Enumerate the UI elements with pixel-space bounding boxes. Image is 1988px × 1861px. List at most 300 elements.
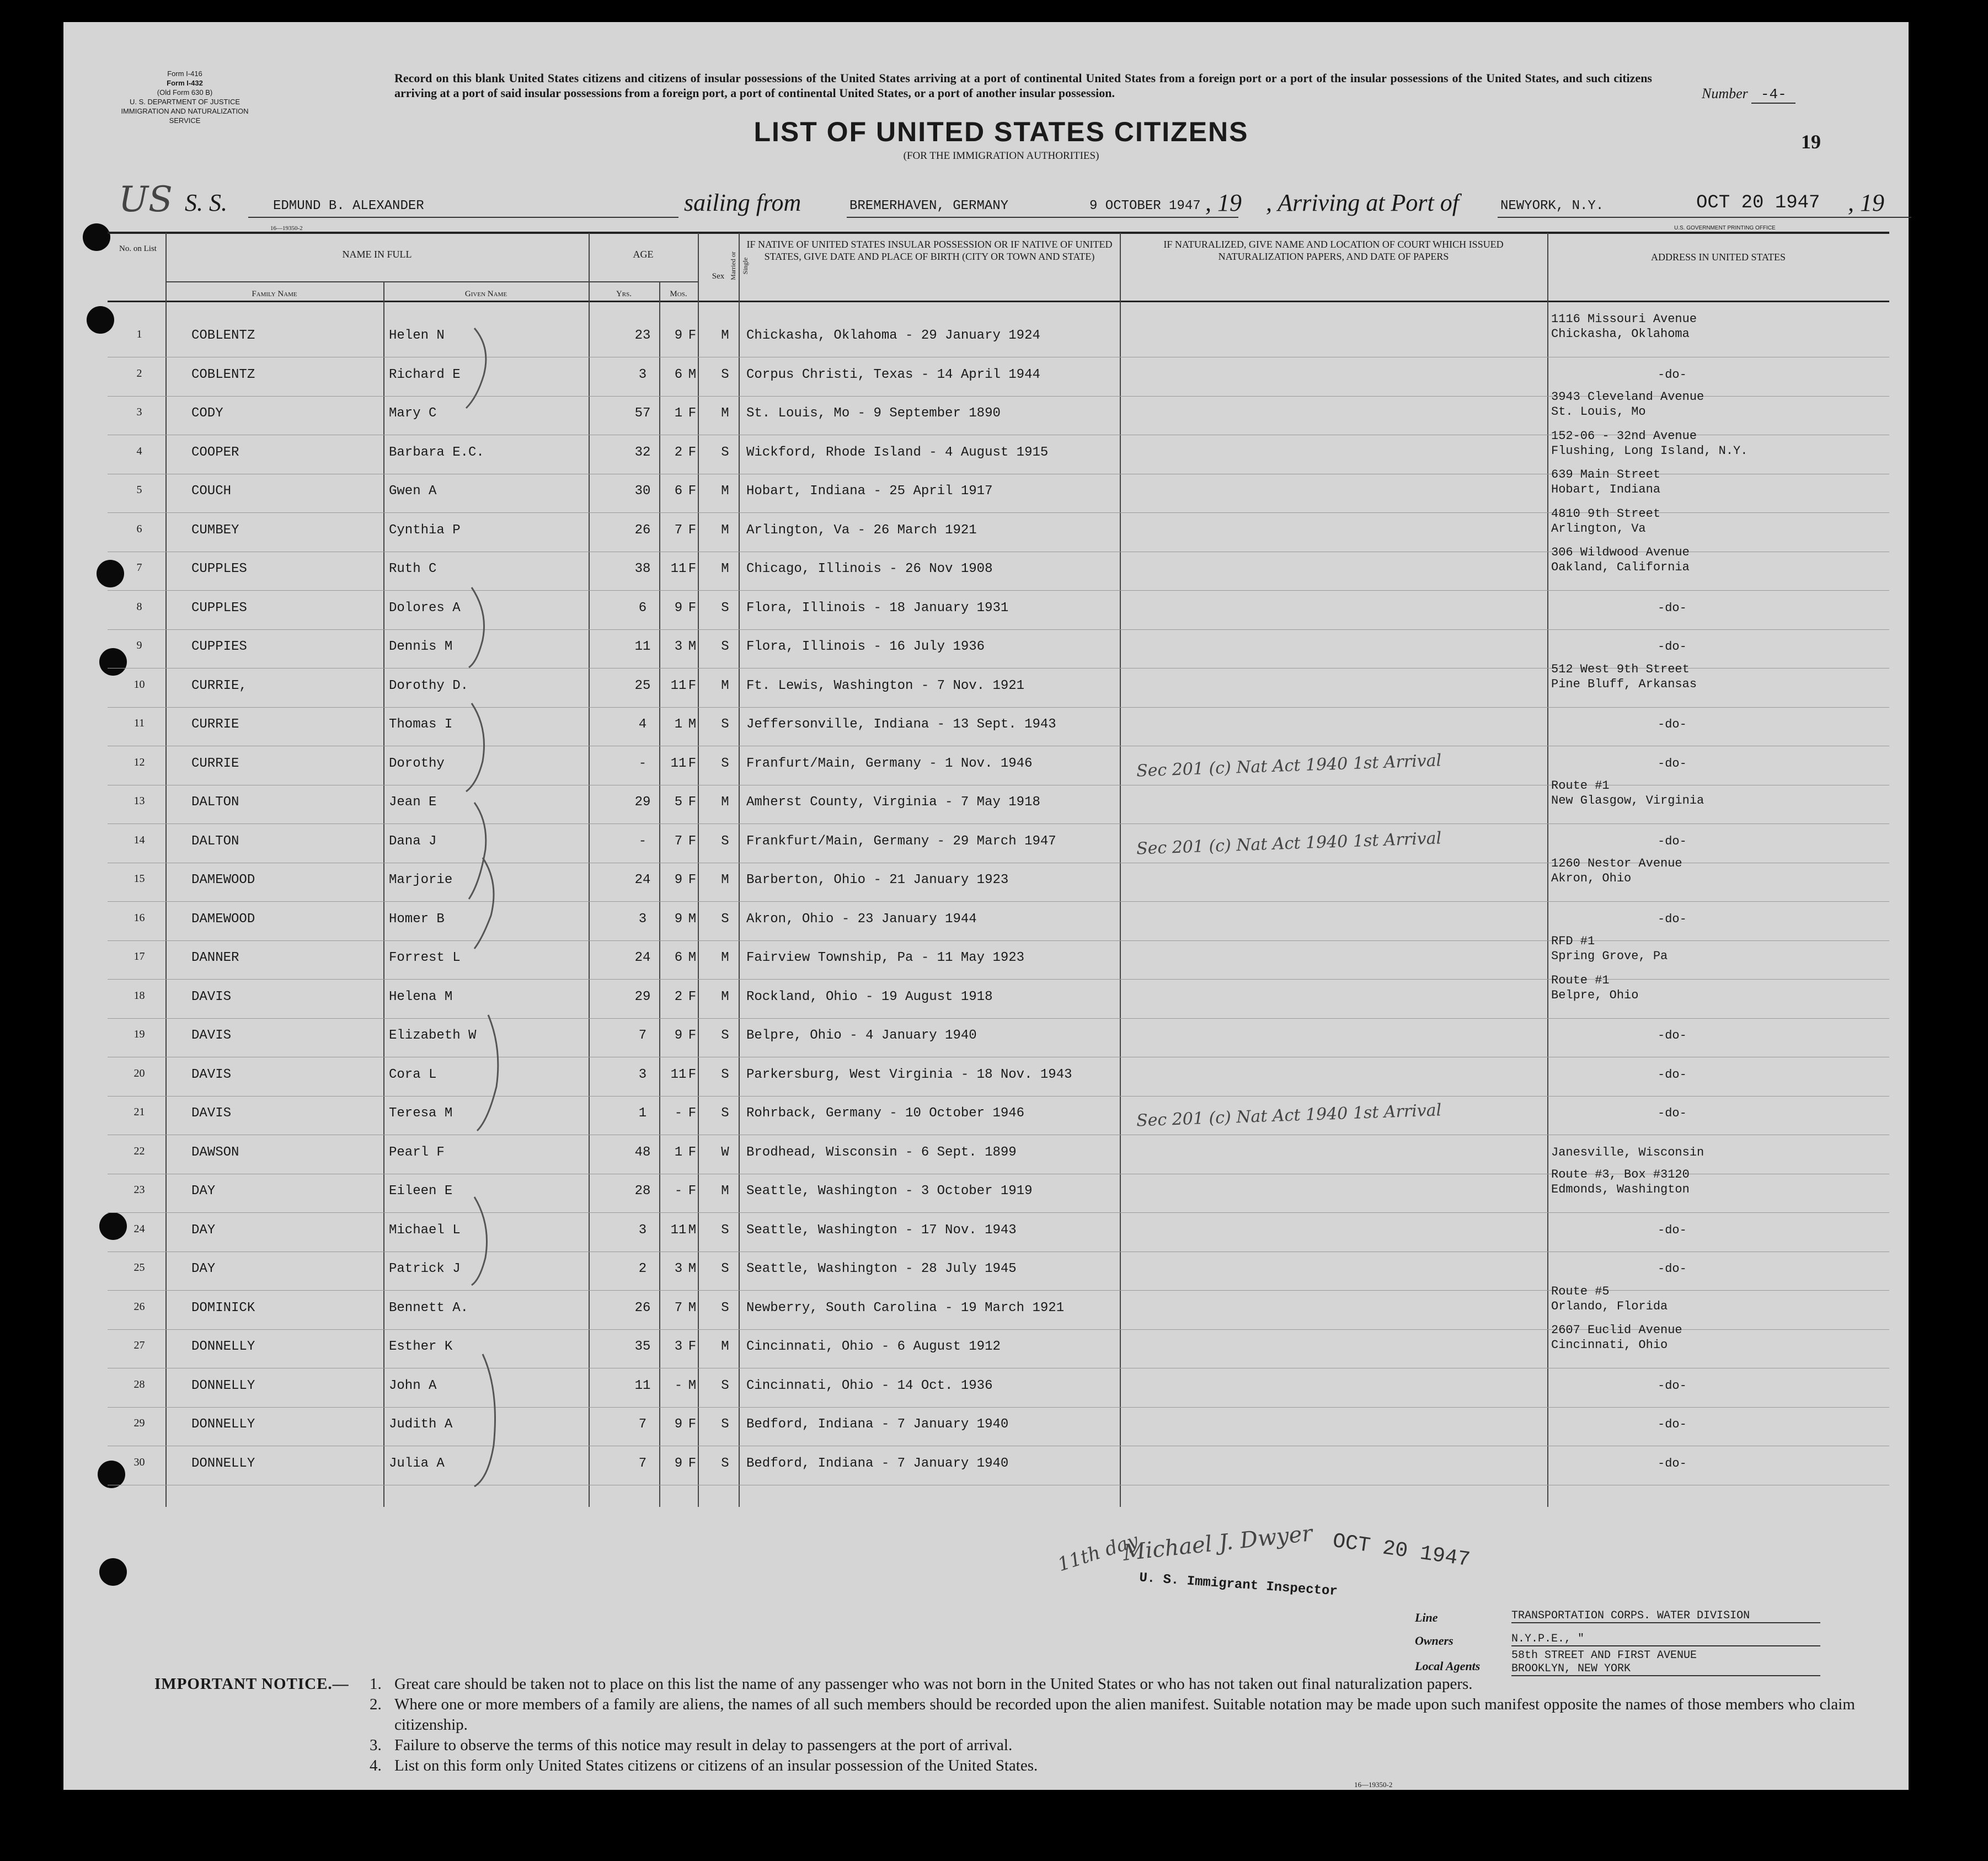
address-line: 2607 Euclid Avenue [1551, 1323, 1682, 1337]
cell-yrs: 29 [634, 795, 651, 810]
address-line: 1260 Nestor Avenue [1551, 857, 1682, 870]
cell-family: DONNELLY [191, 1456, 255, 1471]
cell-ms: S [721, 1300, 729, 1315]
cell-sex: M [688, 639, 697, 654]
cell-given: Dolores A [389, 600, 461, 616]
address-line: 306 Wildwood Avenue [1551, 546, 1690, 559]
cell-mos: 3 [674, 1339, 683, 1354]
cell-family: CUPPLES [191, 561, 247, 576]
cell-no: 14 [133, 833, 145, 846]
cell-given: Richard E [389, 367, 461, 382]
cell-no: 28 [133, 1378, 145, 1391]
cell-birth: Bedford, Indiana - 7 January 1940 [746, 1417, 1009, 1432]
cell-no: 29 [133, 1417, 145, 1429]
address-line: -do- [1658, 601, 1687, 615]
cell-ms: S [721, 1261, 729, 1276]
cell-family: DAY [191, 1222, 216, 1238]
cell-given: Dorothy D. [389, 678, 469, 693]
cell-given: Helena M [389, 989, 453, 1004]
form-id-line: U. S. DEPARTMENT OF JUSTICE [129, 98, 241, 106]
cell-yrs: 57 [634, 406, 651, 421]
cell-yrs: 30 [634, 484, 651, 499]
cell-given: Michael L [389, 1222, 461, 1238]
cell-sex: F [688, 1184, 697, 1199]
cell-yrs: 4 [638, 717, 647, 732]
cell-family: DAY [191, 1184, 216, 1199]
cell-yrs: 7 [638, 1456, 647, 1471]
form-id-line: Form I-416 [167, 69, 202, 78]
cell-birth: Fairview Township, Pa - 11 May 1923 [746, 950, 1025, 965]
address-line: Cincinnati, Ohio [1551, 1338, 1668, 1352]
cell-ms: S [721, 1028, 729, 1043]
punch-hole [99, 1558, 127, 1586]
address-line: -do- [1658, 1378, 1687, 1393]
cell-ms: S [721, 1067, 729, 1082]
us-handwritten-mark: US [119, 179, 173, 220]
notice-item: 3. Failure to observe the terms of this notice may result in delay to passengers at the port of arrival. [370, 1736, 1013, 1754]
address-line: St. Louis, Mo [1551, 405, 1646, 419]
cell-yrs: 3 [638, 1222, 647, 1238]
cell-birth: Belpre, Ohio - 4 January 1940 [746, 1028, 977, 1043]
cell-mos: 2 [674, 989, 683, 1004]
cell-mos: 11 [670, 561, 687, 576]
cell-mos: 6 [674, 950, 683, 965]
cell-ms: S [721, 600, 729, 616]
address-line: -do- [1658, 756, 1687, 771]
address-line: -do- [1658, 1029, 1687, 1042]
notice-item: 2. Where one or more members of a family are aliens, the names of all such members should be recorded upon the alien manifest. Suitable notation may be made upon such manifest opposite the names of those members who claim citizenship. [370, 1696, 1855, 1734]
cell-family: DAMEWOOD [191, 873, 255, 887]
cell-ms: M [721, 406, 729, 421]
cell-family: DALTON [191, 833, 239, 849]
cell-yrs: 7 [638, 1417, 647, 1432]
cell-family: DONNELLY [191, 1339, 255, 1354]
cell-no: 10 [133, 678, 145, 691]
cell-sex: F [688, 1417, 697, 1432]
cell-given: Marjorie [389, 873, 453, 887]
number-value: -4- [1751, 86, 1795, 104]
cell-no: 6 [136, 522, 142, 535]
cell-mos: 7 [674, 833, 683, 849]
gpo-note: U.S. GOVERNMENT PRINTING OFFICE [1674, 225, 1776, 231]
year-label: , 19 [1205, 189, 1242, 216]
cell-family: DAVIS [191, 1028, 232, 1043]
cell-yrs: 23 [634, 328, 651, 343]
cell-family: DAVIS [191, 1106, 232, 1121]
cell-sex: F [688, 445, 697, 460]
cell-ms: S [721, 911, 729, 927]
cell-given: Teresa M [389, 1106, 453, 1121]
cell-no: 22 [133, 1145, 145, 1157]
cell-birth: Cincinnati, Ohio - 14 Oct. 1936 [746, 1378, 993, 1393]
page-subtitle: (FOR THE IMMIGRATION AUTHORITIES) [903, 150, 1099, 162]
cell-family: COOPER [191, 445, 239, 460]
cell-given: Forrest L [389, 950, 461, 965]
cell-family: DAWSON [191, 1145, 239, 1160]
cell-birth: Chickasha, Oklahoma - 29 January 1924 [746, 328, 1040, 343]
cell-given: Ruth C [389, 561, 437, 576]
cell-birth: Hobart, Indiana - 25 April 1917 [746, 484, 993, 499]
address-line: Pine Bluff, Arkansas [1551, 677, 1697, 691]
cell-given: Elizabeth W [389, 1028, 477, 1043]
cell-sex: F [688, 873, 697, 887]
address-line: 4810 9th Street [1551, 506, 1661, 521]
header-address: ADDRESS IN UNITED STATES [1650, 252, 1786, 263]
page-corner-number: 19 [1801, 131, 1821, 153]
line-value: TRANSPORTATION CORPS. WATER DIVISION [1511, 1609, 1820, 1623]
address-line: Edmonds, Washington [1551, 1183, 1690, 1196]
cell-no: 7 [136, 561, 142, 574]
cell-yrs: 48 [634, 1145, 651, 1160]
cell-birth: Brodhead, Wisconsin - 6 Sept. 1899 [746, 1145, 1017, 1160]
cell-given: Cora L [389, 1067, 437, 1082]
address-line: -do- [1658, 1223, 1687, 1237]
owners-label: Owners [1415, 1634, 1453, 1648]
cell-given: Pearl F [389, 1145, 445, 1160]
address-line: Oakland, California [1551, 560, 1690, 574]
cell-family: DAVIS [191, 1067, 232, 1082]
address-line: 1116 Missouri Avenue [1551, 312, 1697, 326]
header-no-on-list: No. on List [119, 244, 157, 253]
cell-no: 21 [133, 1106, 145, 1118]
cell-birth: Akron, Ohio - 23 January 1944 [746, 911, 977, 927]
cell-birth: St. Louis, Mo - 9 September 1890 [746, 406, 1001, 421]
cell-given: Dorothy [389, 756, 445, 771]
cell-given: Patrick J [389, 1261, 461, 1276]
cell-no: 1 [136, 328, 142, 340]
cell-sex: M [688, 1378, 697, 1393]
cell-sex: M [688, 1222, 697, 1238]
sailing-label: sailing from [684, 189, 801, 216]
cell-ms: S [721, 1378, 729, 1393]
cell-given: Julia A [389, 1456, 445, 1471]
cell-family: CUPPIES [191, 639, 247, 654]
cell-no: 5 [136, 484, 142, 496]
line-label: Line [1415, 1611, 1438, 1624]
cell-sex: F [688, 561, 697, 576]
cell-given: Esther K [389, 1339, 453, 1354]
cell-no: 3 [136, 406, 142, 418]
cell-mos: 11 [670, 678, 687, 693]
manifest-sheet [63, 22, 1909, 1790]
cell-birth: Newberry, South Carolina - 19 March 1921 [746, 1300, 1065, 1315]
cell-mos: 3 [674, 1261, 683, 1276]
cell-yrs: 3 [638, 1067, 647, 1082]
local-agents-value-1: 58th STREET AND FIRST AVENUE [1511, 1649, 1697, 1662]
notice-item: 4. List on this form only United States citizens or citizens of an insular possession of the United States. [370, 1757, 1038, 1774]
header-yrs: Yrs. [616, 290, 632, 298]
cell-given: Thomas I [389, 717, 453, 732]
cell-ms: S [721, 1222, 729, 1238]
cell-mos: 1 [674, 1145, 683, 1160]
arriving-label: , Arriving at Port of [1266, 189, 1459, 216]
cell-birth: Amherst County, Virginia - 7 May 1918 [746, 795, 1040, 810]
cell-yrs: 1 [638, 1106, 647, 1121]
cell-sex: F [688, 328, 697, 343]
cell-mos: 5 [674, 795, 683, 810]
cell-given: Jean E [389, 795, 437, 810]
page-title: LIST OF UNITED STATES CITIZENS [753, 116, 1249, 147]
cell-given: Dennis M [389, 639, 453, 654]
cell-birth: Barberton, Ohio - 21 January 1923 [746, 873, 1009, 887]
cell-sex: F [688, 795, 697, 810]
cell-yrs: 6 [638, 600, 647, 616]
cell-family: DOMINICK [191, 1300, 255, 1315]
cell-mos: 9 [674, 873, 683, 887]
cell-yrs: 26 [634, 522, 651, 538]
cell-birth: Rohrback, Germany - 10 October 1946 [746, 1106, 1025, 1121]
address-line: RFD #1 [1551, 934, 1595, 948]
cell-ms: M [721, 522, 729, 538]
header-naturalized: IF NATURALIZED, GIVE NAME AND LOCATION OF COURT WHICH ISSUED NATURALIZATION PAPERS, AND DATE OF PAPERS [1163, 239, 1504, 262]
cell-no: 17 [133, 950, 145, 962]
cell-yrs: 3 [638, 367, 647, 382]
cell-given: Eileen E [389, 1184, 453, 1199]
cell-ms: M [721, 1184, 729, 1199]
cell-yrs: 11 [634, 1378, 651, 1393]
cell-mos: 6 [674, 367, 683, 382]
header-family-name: Family Name [252, 290, 297, 298]
cell-ms: M [721, 484, 729, 499]
form-id-line: IMMIGRATION AND NATURALIZATION SERVICE [121, 107, 249, 125]
cell-yrs: - [638, 833, 647, 849]
cell-sex: F [688, 1067, 697, 1082]
cell-no: 19 [133, 1028, 145, 1040]
cell-yrs: 35 [634, 1339, 651, 1354]
family-bracket-marks [63, 22, 1909, 1522]
cell-birth: Arlington, Va - 26 March 1921 [746, 522, 977, 538]
cell-yrs: 7 [638, 1028, 647, 1043]
cell-given: John A [389, 1378, 437, 1393]
cell-ms: M [721, 873, 729, 887]
address-line: 152-06 - 32nd Avenue [1551, 429, 1697, 443]
cell-no: 13 [133, 795, 145, 807]
cell-no: 4 [136, 445, 142, 457]
cell-ms: M [721, 561, 729, 576]
address-line: Route #5 [1551, 1284, 1610, 1298]
cell-mos: 9 [674, 600, 683, 616]
notice-lead: IMPORTANT NOTICE.— [154, 1675, 349, 1693]
cell-ms: S [721, 1417, 729, 1432]
cell-birth: Seattle, Washington - 3 October 1919 [746, 1184, 1033, 1199]
form-id-line: (Old Form 630 B) [157, 88, 213, 97]
cell-birth: Frankfurt/Main, Germany - 29 March 1947 [746, 833, 1056, 849]
cell-birth: Flora, Illinois - 18 January 1931 [746, 600, 1009, 616]
cell-mos: 3 [674, 639, 683, 654]
cell-given: Mary C [389, 406, 437, 421]
cell-no: 2 [136, 367, 142, 379]
cell-sex: M [688, 911, 697, 927]
cell-yrs: 2 [638, 1261, 647, 1276]
header-birthplace: IF NATIVE OF UNITED STATES INSULAR POSSESSION OR IF NATIVE OF UNITED STATES, GIVE DATE AND PLACE OF BIRTH (CITY OR TOWN AND STATE) [746, 239, 1113, 262]
cell-family: CODY [191, 406, 223, 421]
cell-given: Homer B [389, 911, 445, 927]
cell-mos: 2 [674, 445, 683, 460]
address-line: -do- [1658, 1418, 1687, 1431]
cell-given: Bennett A. [389, 1300, 469, 1315]
cell-birth: Jeffersonville, Indiana - 13 Sept. 1943 [746, 717, 1056, 732]
cell-sex: M [688, 1261, 697, 1276]
inspector-label: U. S. Immigrant Inspector [1139, 1570, 1338, 1600]
cell-given: Judith A [389, 1417, 453, 1432]
header-name-in-full: NAME IN FULL [342, 249, 412, 260]
cell-sex: F [688, 600, 697, 616]
form-id-line: Form I-432 [167, 79, 203, 87]
cell-nat: Sec 201 (c) Nat Act 1940 1st Arrival [1136, 828, 1442, 859]
cell-mos: 6 [674, 484, 683, 499]
cell-family: CUMBEY [191, 522, 239, 538]
cell-no: 16 [133, 911, 145, 924]
cell-no: 15 [133, 873, 145, 885]
address-line: Hobart, Indiana [1551, 483, 1661, 496]
cell-mos: - [674, 1106, 683, 1121]
cell-birth: Rockland, Ohio - 19 August 1918 [746, 989, 993, 1004]
cell-sex: F [688, 1456, 697, 1471]
cell-ms: M [721, 1339, 729, 1354]
cell-given: Dana J [389, 833, 437, 849]
address-line: -do- [1658, 640, 1687, 654]
address-line: 512 West 9th Street [1551, 662, 1690, 676]
cell-family: DONNELLY [191, 1378, 255, 1393]
cell-family: CURRIE, [191, 678, 247, 693]
cell-nat: Sec 201 (c) Nat Act 1940 1st Arrival [1136, 750, 1442, 781]
cell-no: 30 [133, 1456, 145, 1468]
sailing-port: BREMERHAVEN, GERMANY [849, 199, 1009, 213]
cell-ms: S [721, 1106, 729, 1121]
cell-sex: M [688, 950, 697, 965]
address-line: Route #1 [1551, 973, 1610, 987]
cell-mos: 11 [670, 756, 687, 771]
sailing-date: 9 OCTOBER 1947 [1089, 199, 1201, 213]
address-line: Flushing, Long Island, N.Y. [1551, 443, 1748, 458]
address-line: Chickasha, Oklahoma [1551, 327, 1690, 341]
cell-mos: 9 [674, 1456, 683, 1471]
cell-family: COUCH [191, 484, 232, 499]
address-line: Orlando, Florida [1551, 1299, 1668, 1313]
header-age: AGE [633, 249, 654, 260]
cell-mos: 9 [674, 1028, 683, 1043]
cell-given: Gwen A [389, 484, 437, 499]
header-mos: Mos. [670, 290, 687, 298]
header-given-name: Given Name [464, 290, 507, 298]
cell-sex: M [688, 367, 697, 382]
inspector-signature: Michael J. Dwyer [1121, 1521, 1314, 1566]
cell-no: 9 [136, 639, 142, 651]
cell-mos: 9 [674, 328, 683, 343]
record-instructions: Record on this blank United States citizens and citizens of insular possessions of the United States arriving at a port of continental United States from a foreign port or a port of the insular possessions of the United States, and such citizens arriving at a port of said insular possessions from a foreign port, a port of continental United States, or a port of another insular possession. [394, 71, 1652, 100]
cell-no: 27 [133, 1339, 145, 1351]
address-line: -do- [1658, 367, 1687, 382]
year-label-2: , 19 [1848, 189, 1884, 216]
cell-ms: S [721, 717, 729, 732]
cell-ms: M [721, 328, 729, 343]
address-line: Arlington, Va [1551, 521, 1646, 536]
cell-sex: F [688, 522, 697, 538]
bottom-form-number: 16—19350-2 [1354, 1780, 1393, 1789]
ship-name: EDMUND B. ALEXANDER [273, 199, 424, 213]
cell-mos: 1 [674, 406, 683, 421]
cell-sex: F [688, 756, 697, 771]
cell-ms: M [721, 678, 729, 693]
address-line: -do- [1658, 834, 1687, 848]
cell-ms: M [721, 989, 729, 1004]
cell-yrs: 3 [638, 911, 647, 927]
cell-yrs: 24 [634, 950, 651, 965]
cell-mos: - [674, 1184, 683, 1199]
cell-mos: 11 [670, 1067, 687, 1082]
arrival-port: NEWYORK, N.Y. [1500, 199, 1604, 213]
owners-value: N.Y.P.E., " [1511, 1633, 1820, 1646]
cell-family: COBLENTZ [191, 328, 255, 343]
ss-label: S. S. [185, 189, 227, 216]
cell-birth: Seattle, Washington - 28 July 1945 [746, 1261, 1017, 1276]
cell-no: 12 [133, 756, 145, 768]
cell-yrs: 38 [634, 561, 651, 576]
header-married-single: Married or Single [729, 252, 749, 280]
address-line: 639 Main Street [1551, 468, 1661, 482]
address-line: Route #3, Box #3120 [1551, 1168, 1690, 1181]
address-line: -do- [1658, 912, 1687, 926]
cell-no: 24 [133, 1222, 145, 1235]
cell-sex: F [688, 484, 697, 499]
notice-item: 1. Great care should be taken not to place on this list the name of any passenger who was not born in the United States or who has not taken out final naturalization papers. [370, 1675, 1473, 1693]
cell-family: DANNER [191, 950, 239, 965]
cell-birth: Corpus Christi, Texas - 14 April 1944 [746, 367, 1040, 382]
address-line: Spring Grove, Pa [1551, 949, 1668, 963]
cell-birth: Parkersburg, West Virginia - 18 Nov. 1943 [746, 1067, 1072, 1082]
cell-yrs: - [638, 756, 647, 771]
cell-yrs: 24 [634, 873, 651, 887]
address-line: -do- [1658, 1106, 1687, 1120]
cell-family: CUPPLES [191, 600, 247, 616]
cell-nat: Sec 201 (c) Nat Act 1940 1st Arrival [1136, 1100, 1442, 1131]
cell-yrs: 11 [634, 639, 651, 654]
small-form-number: 16—19350-2 [270, 225, 303, 232]
number-label: Number [1702, 85, 1748, 101]
cell-ms: S [721, 639, 729, 654]
cell-family: CURRIE [191, 756, 239, 771]
address-line: Akron, Ohio [1551, 871, 1632, 885]
cell-birth: Bedford, Indiana - 7 January 1940 [746, 1456, 1009, 1471]
cell-mos: 7 [674, 522, 683, 538]
cell-yrs: 32 [634, 445, 651, 460]
cell-sex: F [688, 406, 697, 421]
cell-yrs: 28 [634, 1184, 651, 1199]
cell-sex: F [688, 833, 697, 849]
cell-birth: Franfurt/Main, Germany - 1 Nov. 1946 [746, 756, 1033, 771]
cell-mos: - [674, 1378, 683, 1393]
address-line: -do- [1658, 718, 1687, 731]
cell-yrs: 29 [634, 989, 651, 1004]
arrival-date-stamp: OCT 20 1947 [1696, 192, 1820, 213]
cell-ms: M [721, 950, 729, 965]
cell-mos: 9 [674, 911, 683, 927]
cell-mos: 7 [674, 1300, 683, 1315]
cell-ms: S [721, 1456, 729, 1471]
address-line: New Glasgow, Virginia [1551, 794, 1704, 807]
day-note: 11th day [1055, 1529, 1141, 1576]
cell-given: Cynthia P [389, 522, 461, 538]
local-agents-value-2: BROOKLYN, NEW YORK [1511, 1662, 1820, 1676]
cell-mos: 11 [670, 1222, 687, 1238]
cell-no: 25 [133, 1261, 145, 1274]
cell-ms: M [721, 795, 729, 810]
address-line: -do- [1658, 1456, 1687, 1470]
cell-family: DAVIS [191, 989, 232, 1004]
cell-no: 23 [133, 1184, 145, 1196]
cell-no: 26 [133, 1300, 145, 1313]
cell-ms: S [721, 445, 729, 460]
